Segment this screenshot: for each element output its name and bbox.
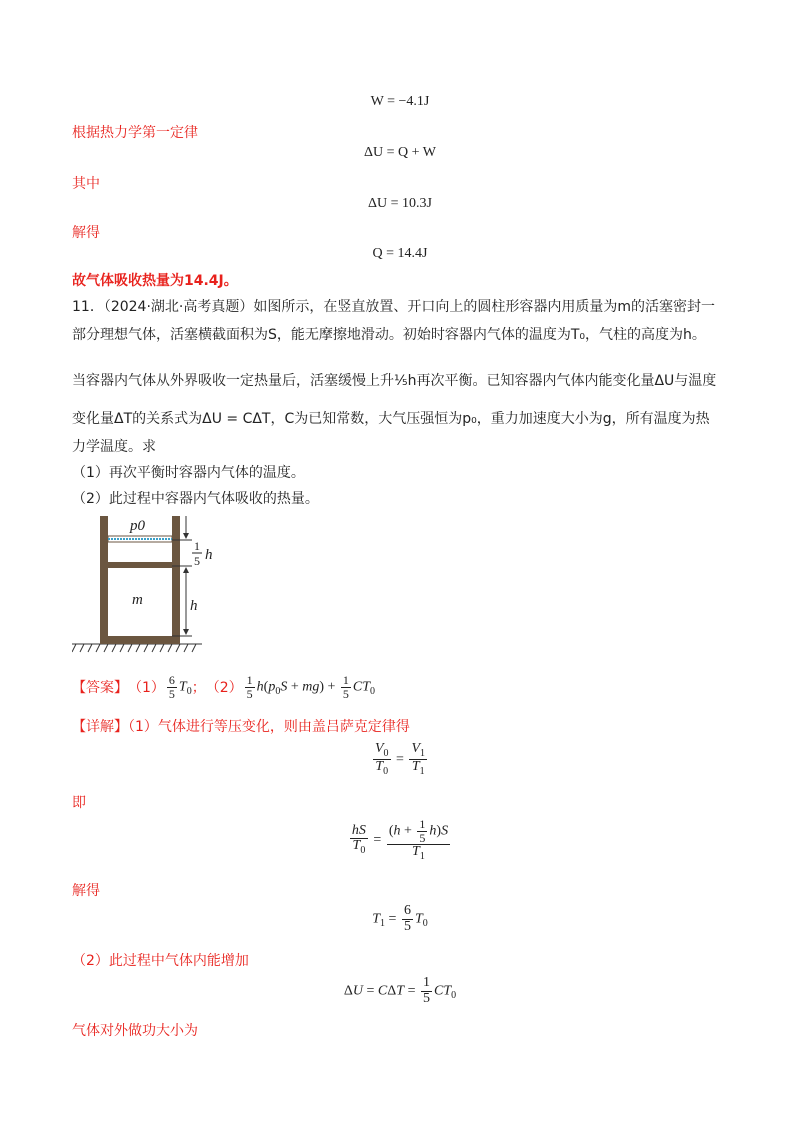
equation-work: W = −4.1J bbox=[370, 94, 430, 109]
right-wall bbox=[172, 516, 180, 644]
equation-t1: $T_1$ = $\frac{6}{5}$ $T_0$ bbox=[372, 903, 428, 934]
rise-label: h bbox=[205, 547, 213, 563]
problem-line-3: 当容器内气体从外界吸收一定热量后，活塞缓慢上升⅕h再次平衡。已知容器内气体内能变化量ΔU与温度 bbox=[72, 373, 717, 389]
equation-q: Q = 14.4J bbox=[372, 246, 428, 261]
question-1: （1）再次平衡时容器内气体的温度。 bbox=[72, 465, 305, 481]
equation-delta-u: ΔU = 10.3J bbox=[368, 196, 432, 211]
bottom-wall bbox=[100, 636, 180, 644]
conclusion-prev: 故气体吸收热量为14.4J。 bbox=[72, 273, 238, 289]
ground-hatch bbox=[72, 644, 202, 652]
answer-part1-formula: $\frac{6}{5}$ $T_0$ bbox=[168, 673, 192, 701]
problem-line-4: 变化量ΔT的关系式为ΔU = CΔT，C为已知常数，大气压强恒为p₀，重力加速度大小为g，所有温度为热 bbox=[72, 411, 710, 427]
question-2: （2）此过程中容器内气体吸收的热量。 bbox=[72, 491, 319, 507]
piston-cylinder-figure bbox=[72, 510, 222, 660]
where-text: 其中 bbox=[72, 176, 100, 192]
answer-label: 【答案】 bbox=[72, 680, 128, 697]
work-text: 气体对外做功大小为 bbox=[72, 1023, 198, 1039]
equation-internal-energy: ΔU = CΔT = $\frac{1}{5}$ $CT_0$ bbox=[343, 975, 457, 1006]
detail-text: （1）气体进行等压变化，则由盖吕萨克定律得 bbox=[128, 719, 410, 735]
rise-fraction-den: 5 bbox=[194, 554, 200, 568]
problem-line-1: 11．（2024·湖北·高考真题）如图所示，在竖直放置、开口向上的圆柱形容器内用质量为m的活塞密封一 bbox=[72, 299, 715, 315]
pressure-label: p0 bbox=[130, 518, 145, 534]
left-wall bbox=[100, 516, 108, 644]
answer-part1-label: （1） bbox=[128, 680, 165, 697]
detail-row bbox=[72, 716, 410, 736]
equation-first-law: ΔU = Q + W bbox=[364, 145, 436, 160]
answer-sep: ； bbox=[191, 680, 206, 697]
solve-text-2: 解得 bbox=[72, 883, 100, 899]
detail-label: 【详解】 bbox=[72, 719, 128, 735]
rise-fraction-num: 1 bbox=[194, 539, 200, 553]
mass-label: m bbox=[132, 592, 143, 608]
answer-part2-formula: $\frac{1}{5}$ $h(p_0S + mg)$ + $\frac{1}{5}$ $CT_0$ bbox=[246, 673, 376, 701]
problem-line-2: 部分理想气体，活塞横截面积为S，能无摩擦地滑动。初始时容器内气体的温度为T₀，气柱的高度为h。 bbox=[72, 327, 706, 343]
answer-row bbox=[72, 674, 375, 700]
equation-substituted: $\frac{hS}{T_0}$ = (h + $\frac{1}{5}$ h)S $T_1$ bbox=[351, 817, 449, 862]
part2-text: （2）此过程中气体内能增加 bbox=[72, 953, 249, 969]
solve-text-1: 解得 bbox=[72, 225, 100, 241]
height-label: h bbox=[190, 598, 198, 614]
ji-text: 即 bbox=[72, 795, 86, 811]
equation-gay-lussac: $\frac{V_0}{T_0}$ = $\frac{V_1}{T_1}$ bbox=[374, 741, 426, 778]
by-first-law-text: 根据热力学第一定律 bbox=[72, 125, 198, 141]
problem-line-5: 力学温度。求 bbox=[72, 439, 156, 455]
answer-part2-label: （2） bbox=[205, 680, 243, 697]
lower-piston bbox=[108, 562, 172, 568]
